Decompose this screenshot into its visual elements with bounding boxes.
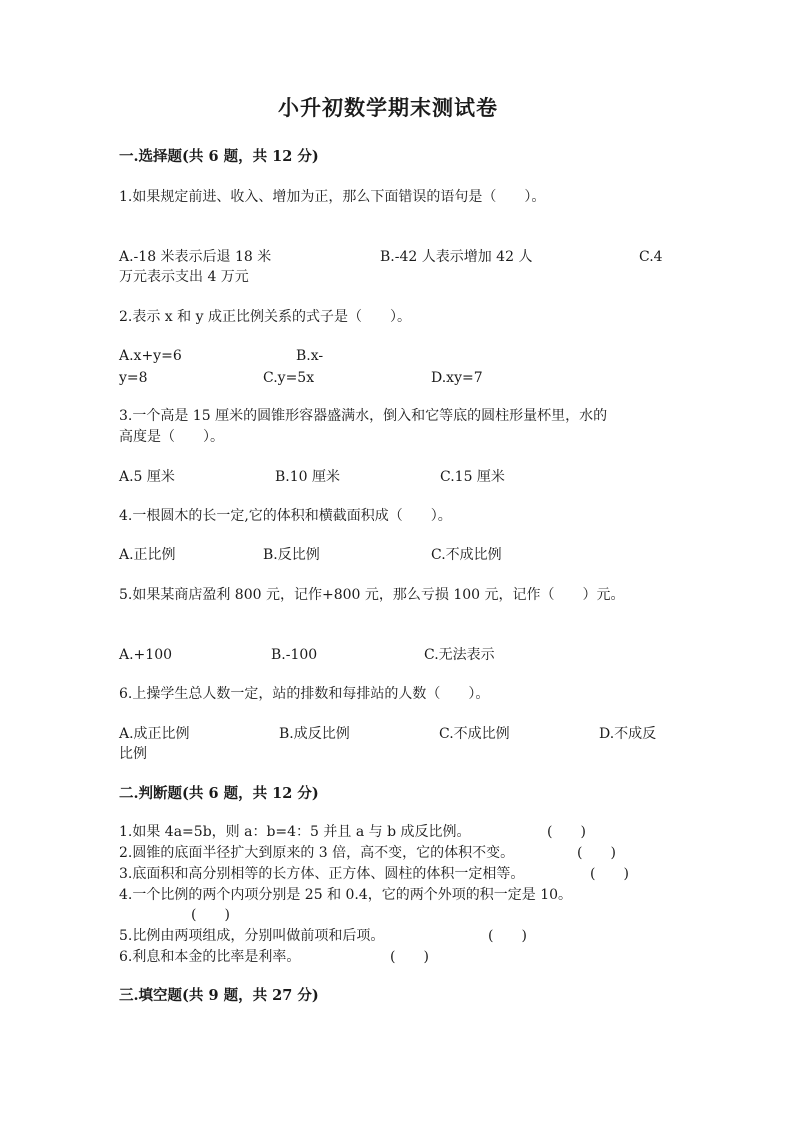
question-1-option-a: A.-18 米表示后退 18 米 — [119, 249, 272, 265]
question-2-option-d: D.xy=7 — [431, 370, 483, 386]
section-heading-choice: 一.选择题(共 6 题，共 12 分) — [119, 148, 319, 165]
question-2-option-c: C.y=5x — [263, 370, 315, 386]
question-6-option-b: B.成反比例 — [279, 726, 350, 742]
judge-item-3-blank: ( ) — [590, 866, 629, 882]
question-2-option-b-cont: y=8 — [119, 370, 148, 386]
question-6-stem: 6.上操学生总人数一定，站的排数和每排站的人数（ ）。 — [119, 686, 490, 702]
judge-item-3: 3.底面积和高分别相等的长方体、正方体、圆柱的体积一定相等。 — [119, 866, 525, 882]
question-2-option-a: A.x+y=6 — [119, 348, 182, 364]
question-2-stem: 2.表示 x 和 y 成正比例关系的式子是（ ）。 — [119, 309, 411, 325]
question-4-option-c: C.不成比例 — [431, 547, 502, 563]
question-1-option-b: B.-42 人表示增加 42 人 — [380, 249, 533, 265]
question-3-option-a: A.5 厘米 — [119, 469, 175, 485]
question-6-option-c: C.不成比例 — [439, 726, 510, 742]
page-title: 小升初数学期末测试卷 — [278, 95, 498, 120]
question-4-option-a: A.正比例 — [119, 547, 176, 563]
question-1-stem: 1.如果规定前进、收入、增加为正，那么下面错误的语句是（ ）。 — [119, 189, 546, 205]
judge-item-1: 1.如果 4a=5b，则 a：b=4：5 并且 a 与 b 成反比例。 — [119, 824, 471, 840]
section-heading-judge: 二.判断题(共 6 题，共 12 分) — [119, 785, 319, 802]
judge-item-1-blank: ( ) — [547, 824, 586, 840]
judge-item-2: 2.圆锥的底面半径扩大到原来的 3 倍，高不变，它的体积不变。 — [119, 845, 515, 861]
question-6-option-a: A.成正比例 — [119, 726, 190, 742]
question-5-stem: 5.如果某商店盈利 800 元，记作+800 元，那么亏损 100 元，记作（ ）元。 — [119, 587, 625, 603]
judge-item-4: 4.一个比例的两个内项分别是 25 和 0.4，它的两个外项的积一定是 10。 — [119, 887, 573, 903]
question-5-option-b: B.-100 — [271, 647, 318, 663]
question-4-option-b: B.反比例 — [263, 547, 320, 563]
question-2-option-b: B.x- — [296, 348, 324, 364]
question-1-option-c: C.4 — [639, 249, 663, 265]
question-6-option-d: D.不成反 — [599, 726, 657, 742]
judge-item-2-blank: ( ) — [577, 845, 616, 861]
question-5-option-a: A.+100 — [119, 647, 173, 663]
section-heading-fill: 三.填空题(共 9 题，共 27 分) — [119, 987, 319, 1004]
question-3-option-c: C.15 厘米 — [440, 469, 505, 485]
question-1-option-c-cont: 万元表示支出 4 万元 — [119, 269, 249, 285]
question-3-option-b: B.10 厘米 — [275, 469, 341, 485]
question-3-stem-line1: 3.一个高是 15 厘米的圆锥形容器盛满水，倒入和它等底的圆柱形量杯里，水的 — [119, 408, 608, 424]
judge-item-4-blank: ( ) — [191, 907, 230, 923]
judge-item-5-blank: ( ) — [488, 928, 527, 944]
question-6-option-d-cont: 比例 — [119, 746, 147, 762]
question-5-option-c: C.无法表示 — [424, 647, 495, 663]
question-3-stem-line2: 高度是（ ）。 — [119, 429, 224, 445]
judge-item-6-blank: ( ) — [390, 949, 429, 965]
question-4-stem: 4.一根圆木的长一定,它的体积和横截面积成（ ）。 — [119, 508, 452, 524]
judge-item-5: 5.比例由两项组成，分别叫做前项和后项。 — [119, 928, 385, 944]
judge-item-6: 6.利息和本金的比率是利率。 — [119, 949, 301, 965]
